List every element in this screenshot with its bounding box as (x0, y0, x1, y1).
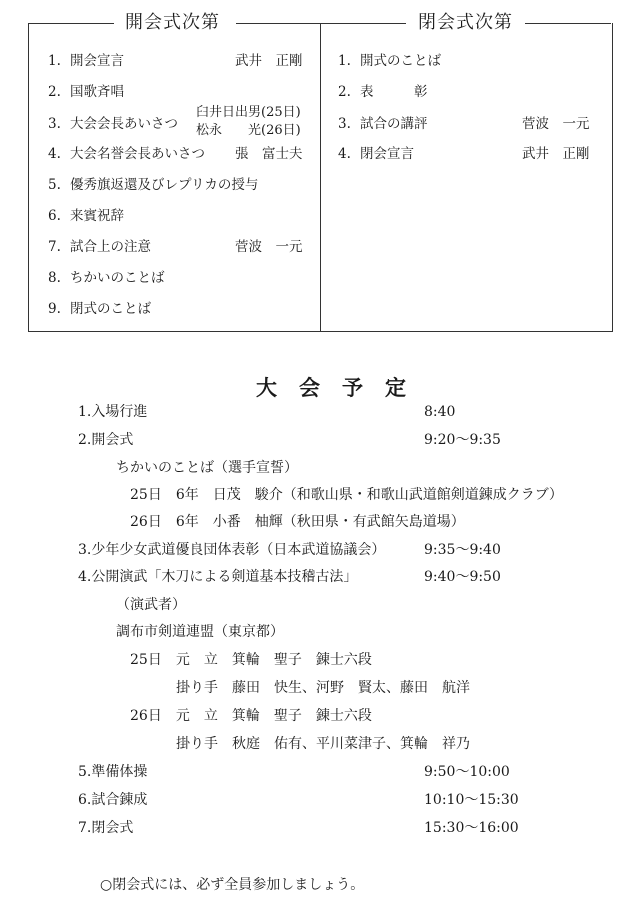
officiant-name: 武井 正剛 (522, 146, 590, 162)
schedule-time: 9:50〜10:00 (424, 764, 510, 780)
schedule-line: 25日 元 立 箕輪 聖子 錬士六段 (130, 652, 372, 668)
schedule-line: 26日 元 立 箕輪 聖子 錬士六段 (130, 708, 372, 724)
schedule-line: 6.試合錬成 (78, 792, 148, 808)
list-item: 6. 来賓祝辞 (48, 208, 124, 224)
list-item: 4. 大会名誉会長あいさつ (48, 146, 205, 162)
closing-ceremony-title: 閉会式次第 (412, 13, 519, 33)
list-item: 2. 表 彰 (338, 84, 428, 100)
schedule-line: 2.開会式 (78, 432, 134, 448)
list-item: 9. 閉式のことば (48, 301, 151, 317)
box-top-line (525, 23, 611, 24)
schedule-line: 4.公開演武「木刀による剣道基本技稽古法」 (78, 569, 358, 585)
schedule-line: 26日 6年 小番 柚輝（秋田県・有武館矢島道場） (130, 514, 465, 530)
schedule-time: 10:10〜15:30 (424, 792, 519, 808)
schedule-line: 7.閉会式 (78, 820, 134, 836)
schedule-line: 3.少年少女武道優良団体表彰（日本武道協議会） (78, 542, 386, 558)
officiant-name: 松永 光(26日) (196, 123, 301, 138)
list-item: 5. 優秀旗返還及びレプリカの授与 (48, 177, 259, 193)
schedule-time: 15:30〜16:00 (424, 820, 519, 836)
list-item: 7. 試合上の注意 (48, 239, 151, 255)
officiant-name: 張 富士夫 (235, 146, 303, 162)
box-top-line (236, 23, 406, 24)
schedule-line: （演武者） (116, 597, 186, 613)
schedule-time: 9:40〜9:50 (424, 569, 501, 585)
officiant-name: 菅波 一元 (522, 116, 590, 132)
schedule-line: 掛り手 藤田 快生、河野 賢太、藤田 航洋 (176, 680, 470, 696)
officiant-name: 臼井日出男(25日) (196, 105, 301, 120)
opening-ceremony-title: 開会式次第 (119, 13, 226, 33)
list-item: 3. 大会会長あいさつ (48, 116, 178, 132)
attendance-note: ○閉会式には、必ず全員参加しましょう。 (100, 877, 365, 893)
schedule-line: 1.入場行進 (78, 404, 148, 420)
schedule-time: 9:35〜9:40 (424, 542, 501, 558)
column-divider (320, 23, 321, 331)
schedule-title: 大会予定 (256, 375, 428, 400)
schedule-time: 9:20〜9:35 (424, 432, 501, 448)
schedule-line: 調布市剣道連盟（東京都） (116, 624, 284, 640)
list-item: 8. ちかいのことば (48, 270, 165, 286)
list-item: 3. 試合の講評 (338, 116, 428, 132)
box-top-line (28, 23, 114, 24)
schedule-time: 8:40 (424, 404, 456, 420)
schedule-line: 5.準備体操 (78, 764, 148, 780)
officiant-name: 菅波 一元 (235, 239, 303, 255)
schedule-line: 25日 6年 日茂 駿介（和歌山県・和歌山武道館剣道錬成クラブ） (130, 487, 563, 503)
schedule-line: ちかいのことば（選手宣誓） (116, 460, 298, 476)
list-item: 2. 国歌斉唱 (48, 84, 124, 100)
officiant-name: 武井 正剛 (235, 53, 303, 69)
schedule-line: 掛り手 秋庭 佑有、平川菜津子、箕輪 祥乃 (176, 736, 470, 752)
list-item: 1. 開会宣言 (48, 53, 124, 69)
list-item: 4. 閉会宣言 (338, 146, 414, 162)
list-item: 1. 開式のことば (338, 53, 441, 69)
